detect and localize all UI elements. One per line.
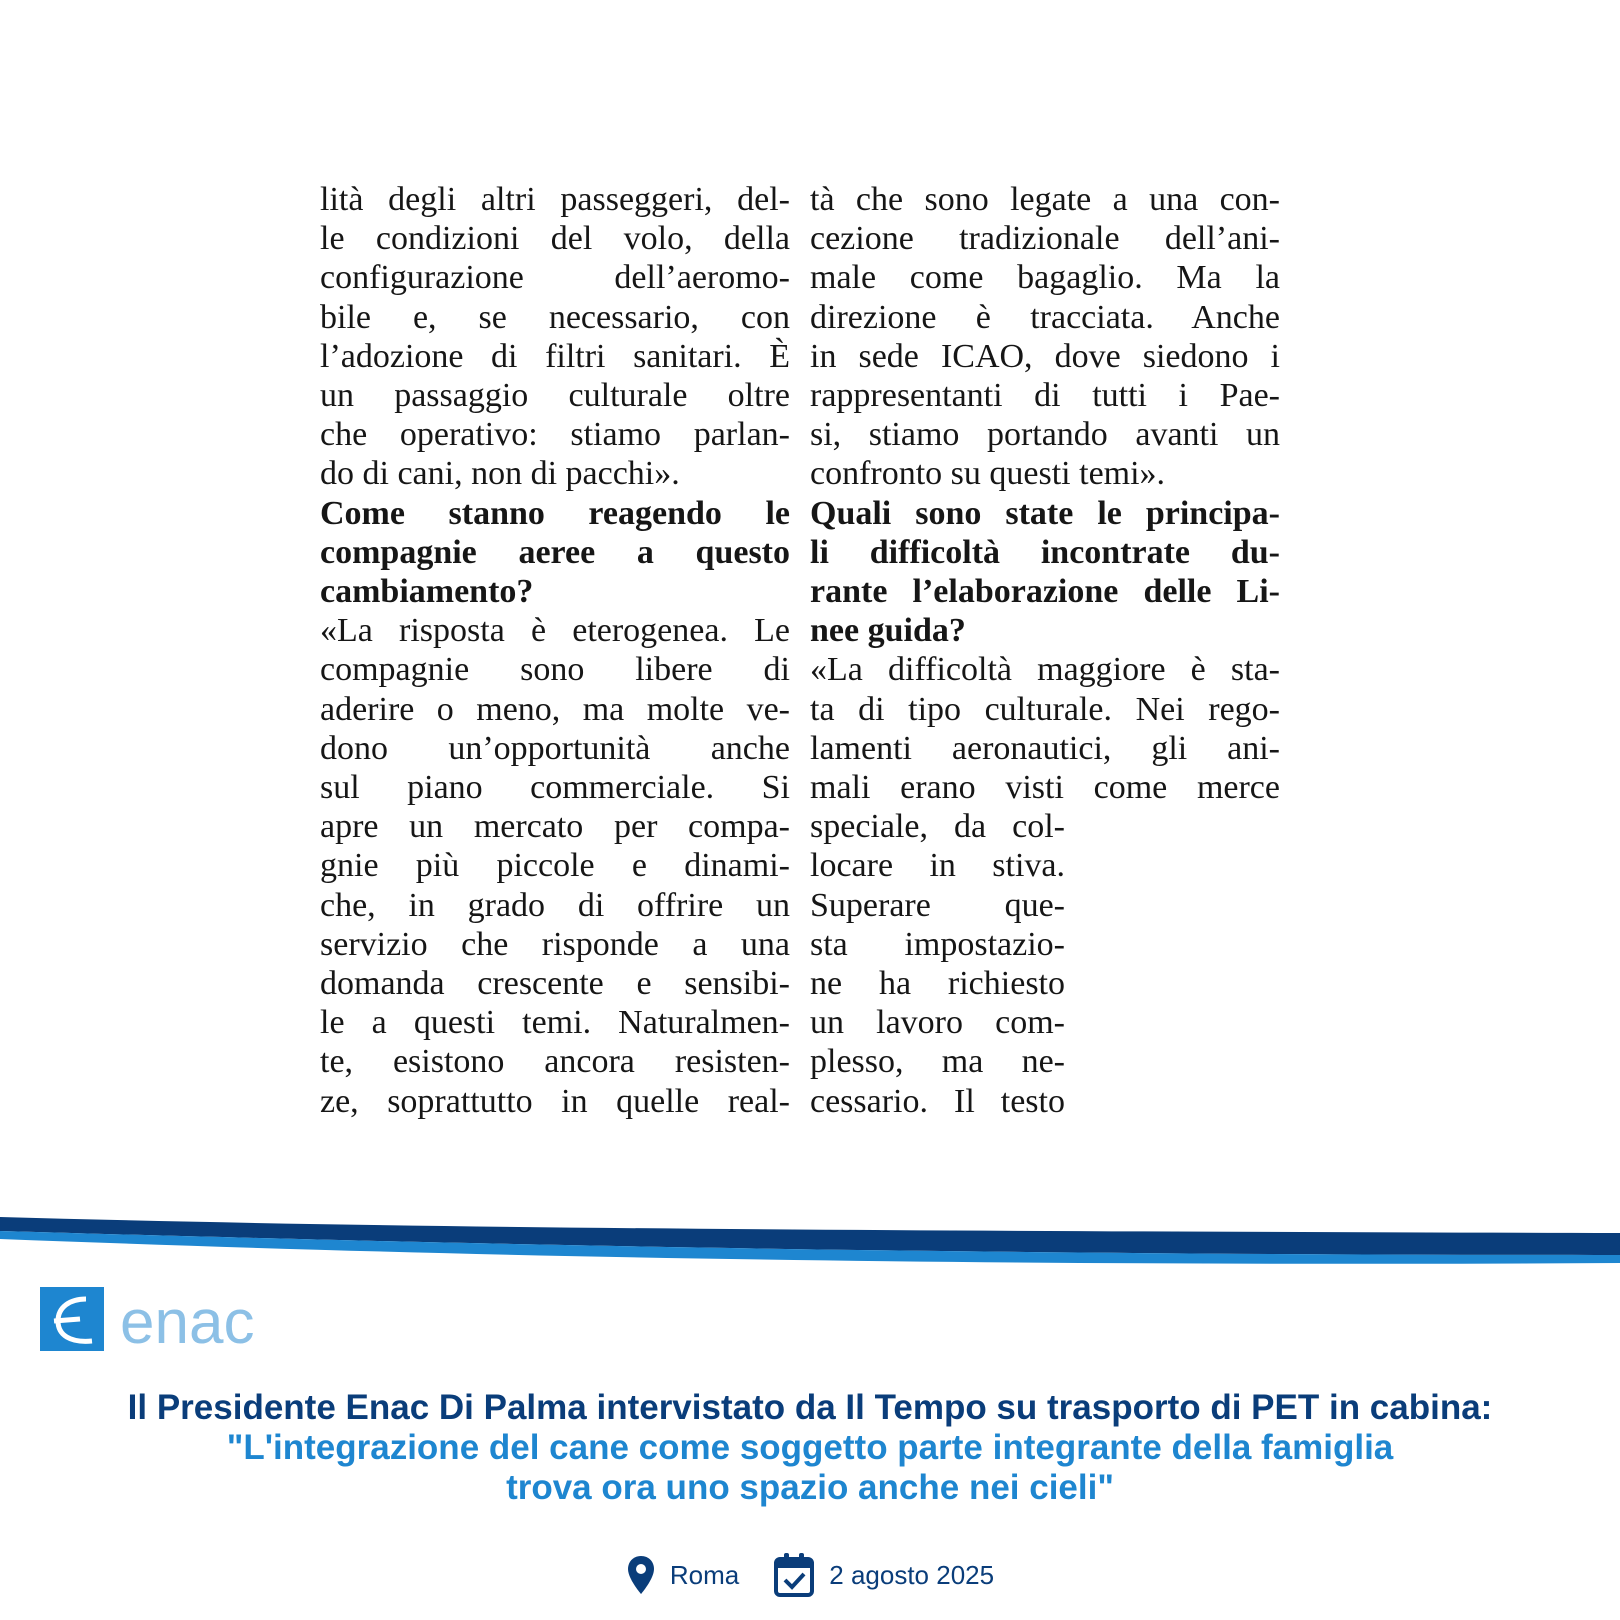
article-line: apre un mercato per compa-: [320, 808, 790, 846]
date-text: 2 agosto 2025: [829, 1559, 995, 1590]
article-line: confronto su questi temi».: [810, 455, 1166, 493]
article-line: direzione è tracciata. Anche: [810, 298, 1280, 336]
newspaper-clipping: [320, 180, 1280, 1120]
enac-logo: [40, 1287, 280, 1353]
article-line: che operativo: stiamo parlan-: [320, 416, 790, 454]
article-line: speciale, da col-: [810, 808, 1065, 846]
headline-line-2: "L'integrazione del cane come soggetto parte integrante della famiglia: [226, 1428, 1394, 1467]
article-line: lità degli altri passeggeri, del-: [320, 181, 790, 218]
question-line: li difficoltà incontrate du-: [810, 533, 1280, 571]
article-line: ne ha richiesto: [810, 965, 1065, 1003]
article-line: locare in stiva.: [810, 847, 1065, 885]
question-line: Quali sono state le principa-: [810, 494, 1280, 532]
enac-logo-graphic: [40, 1287, 280, 1353]
article-line: Superare que-: [810, 886, 1065, 924]
article-column-2: [810, 180, 1280, 1121]
article-line: dono un’opportunità anche: [320, 729, 790, 767]
location: [626, 1554, 739, 1596]
question-line: cambiamento?: [320, 573, 534, 611]
article-line: male come bagaglio. Ma la: [810, 259, 1280, 297]
location-text: Roma: [669, 1559, 740, 1590]
question-line: rante l’elaborazione delle Li-: [810, 573, 1280, 611]
article-line: si, stiamo portando avanti un: [810, 416, 1280, 454]
article-line: cezione tradizionale dell’ani-: [810, 220, 1280, 258]
article-line: do di cani, non di pacchi».: [320, 455, 680, 493]
article-line: tà che sono legate a una con-: [810, 181, 1280, 218]
enac-logo-text: enac: [120, 1288, 255, 1353]
article-line: un passaggio culturale oltre: [320, 377, 790, 415]
article-line: configurazione dell’aeromo-: [320, 259, 790, 297]
article-line: cessario. Il testo: [810, 1082, 1065, 1120]
article-line: che, in grado di offrire un: [320, 886, 790, 924]
article-line: «La risposta è eterogenea. Le: [320, 612, 790, 650]
article-column-1: [320, 180, 790, 1121]
article-line: lamenti aeronautici, gli ani-: [810, 729, 1280, 767]
article-line: «La difficoltà maggiore è sta-: [810, 651, 1280, 689]
headline-line-3: trova ora uno spazio anche nei cieli": [506, 1468, 1114, 1507]
headline-line-1: Il Presidente Enac Di Palma intervistato da Il Tempo su trasporto di PET in cabina:: [127, 1388, 1493, 1427]
meta-bar: [0, 1545, 1620, 1605]
article-line: un lavoro com-: [810, 1004, 1065, 1042]
article-line: aderire o meno, ma molte ve-: [320, 690, 790, 728]
calendar-check-icon: [773, 1552, 815, 1598]
article-line: compagnie sono libere di: [320, 651, 790, 689]
article-line: bile e, se necessario, con: [320, 298, 790, 336]
article-line: le condizioni del volo, della: [320, 220, 790, 258]
article-line: sul piano commerciale. Si: [320, 769, 790, 807]
article-line: plesso, ma ne-: [810, 1043, 1065, 1081]
question-line: compagnie aeree a questo: [320, 533, 790, 571]
article-line: rappresentanti di tutti i Pae-: [810, 377, 1280, 415]
article-line: ze, soprattutto in quelle real-: [320, 1082, 790, 1120]
article-line: in sede ICAO, dove siedono i: [810, 337, 1280, 375]
date: [773, 1552, 994, 1598]
article-line: sta impostazio-: [810, 925, 1065, 963]
map-pin-icon: [626, 1554, 656, 1596]
article-line: l’adozione di filtri sanitari. È: [320, 337, 790, 375]
question-line: nee guida?: [810, 612, 966, 650]
article-line: mali erano visti come merce: [810, 769, 1280, 807]
article-line: domanda crescente e sensibi-: [320, 965, 790, 1003]
article-line: te, esistono ancora resisten-: [320, 1043, 790, 1081]
article-line: le a questi temi. Naturalmen-: [320, 1004, 790, 1042]
article-line: servizio che risponde a una: [320, 925, 790, 963]
question-line: Come stanno reagendo le: [320, 494, 790, 532]
headline: [0, 1388, 1620, 1508]
article-line: ta di tipo culturale. Nei rego-: [810, 690, 1280, 728]
article-line: gnie più piccole e dinami-: [320, 847, 790, 885]
